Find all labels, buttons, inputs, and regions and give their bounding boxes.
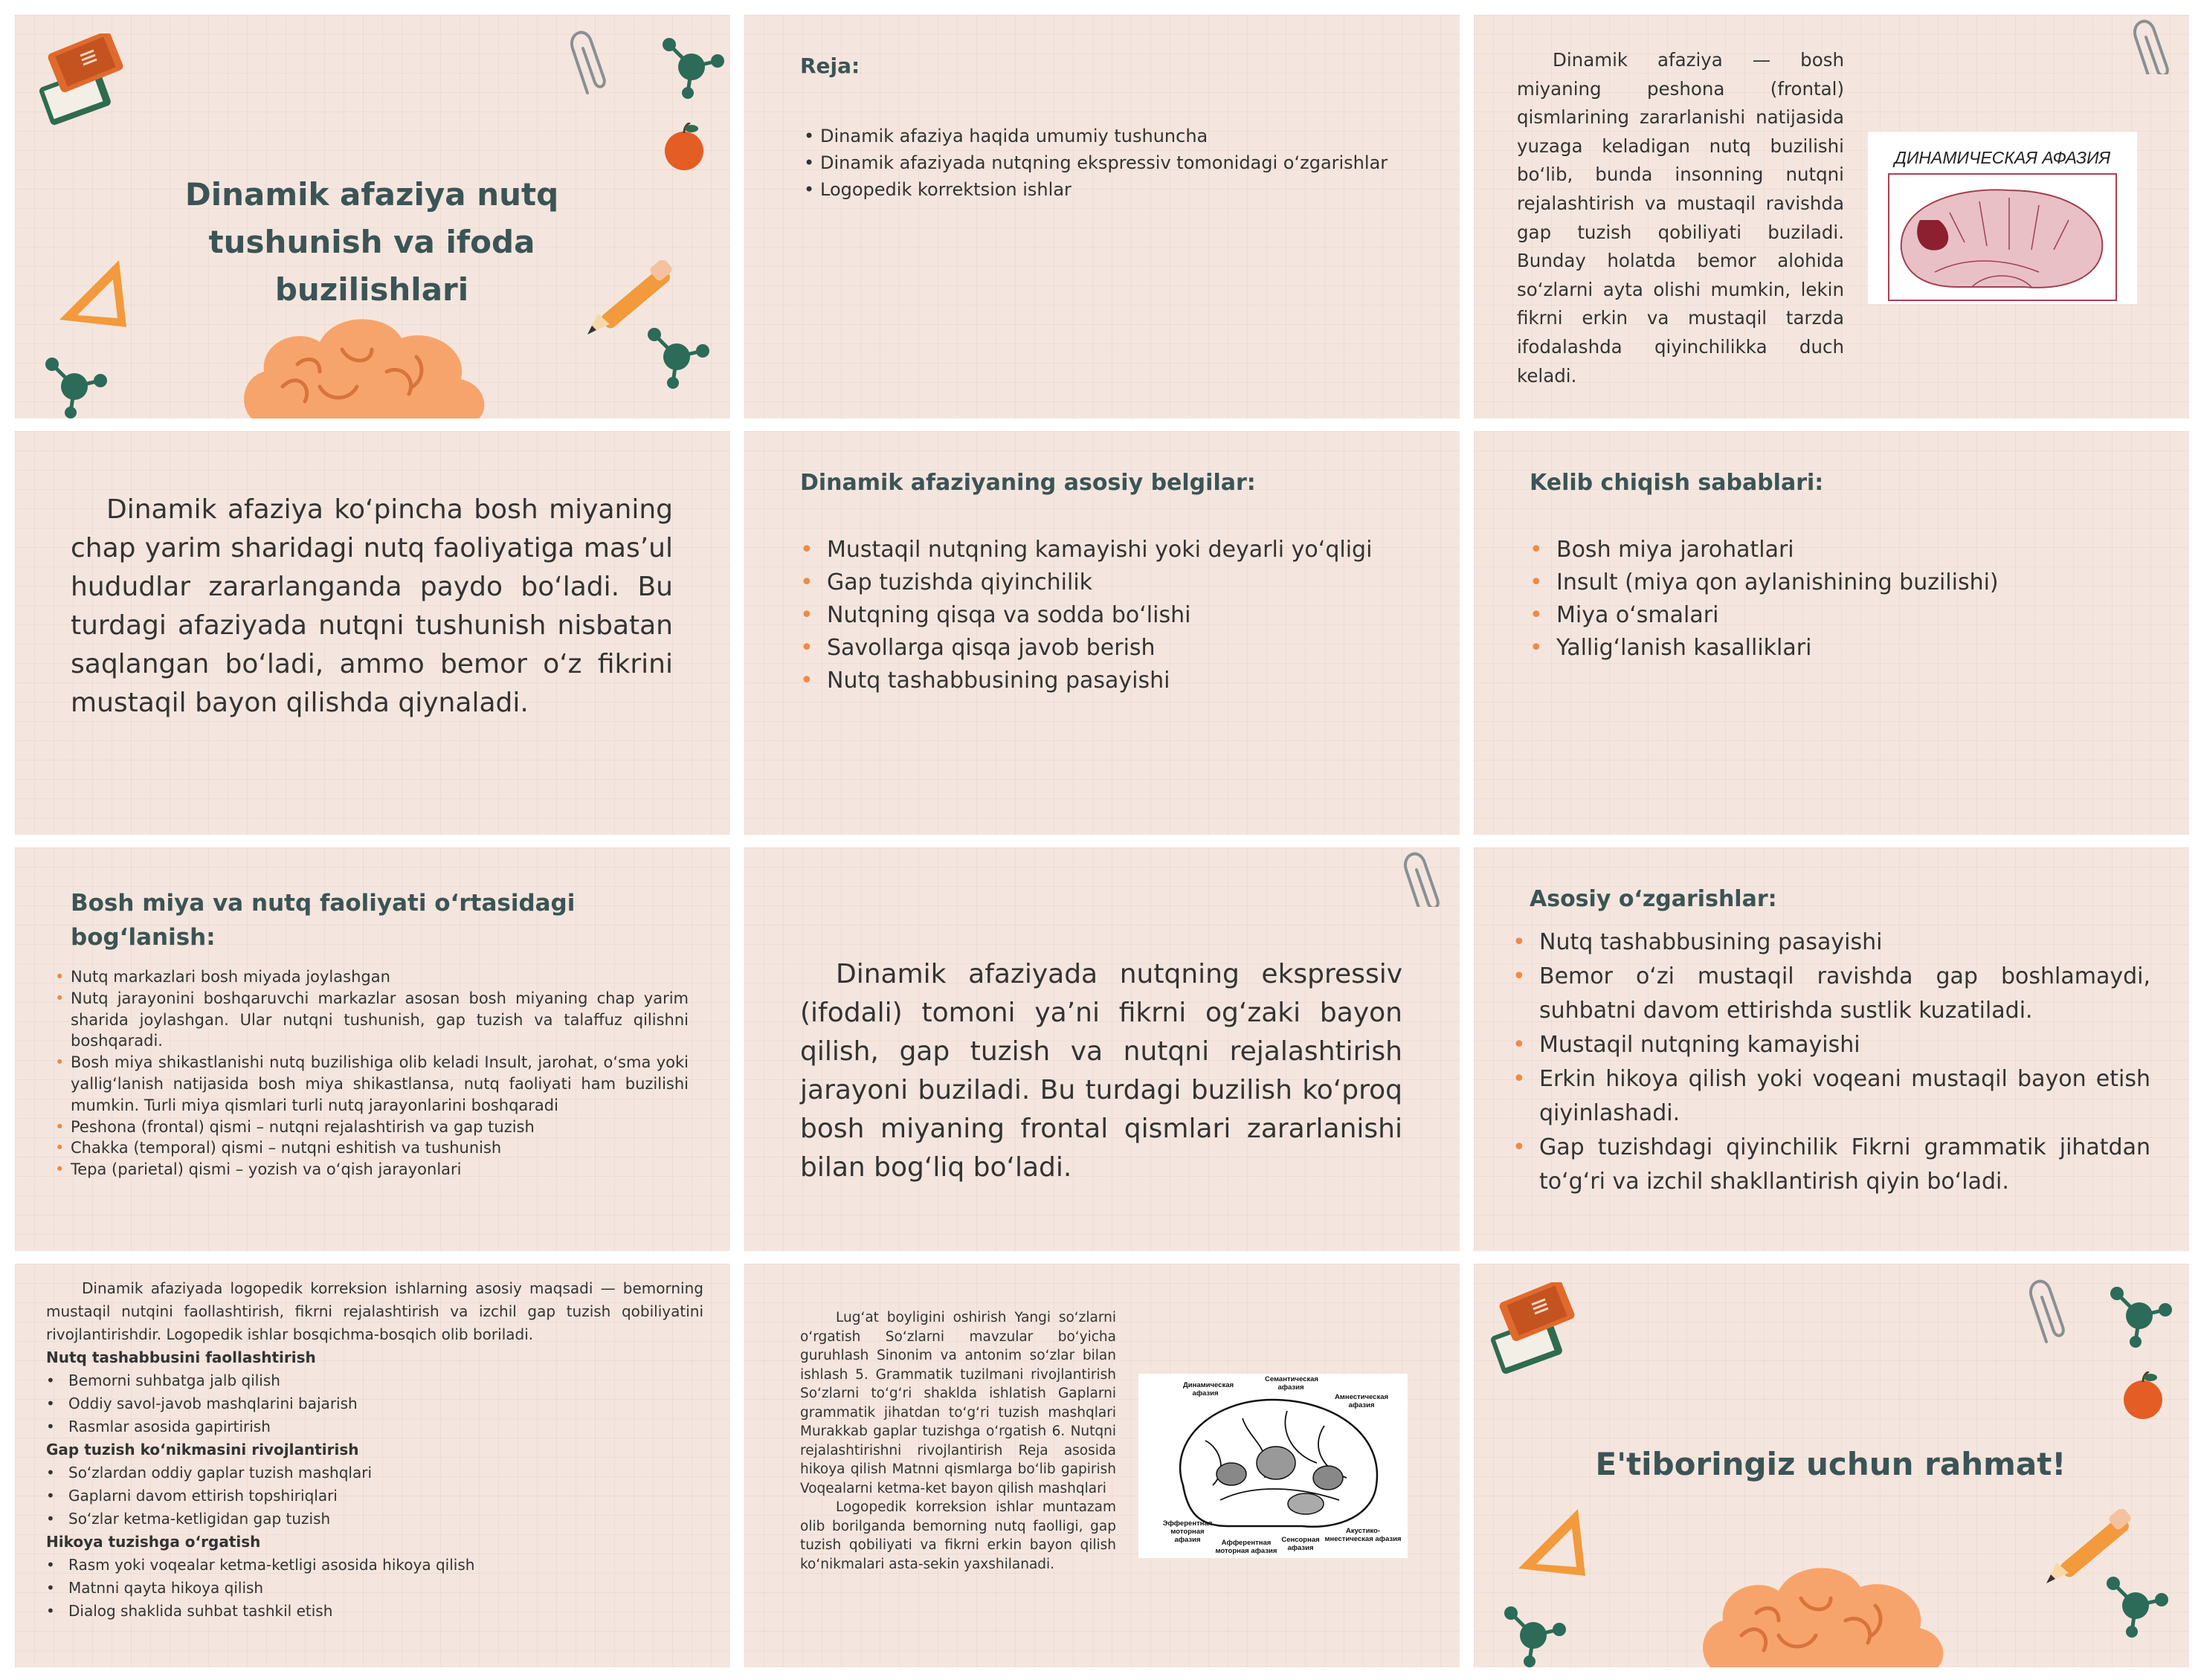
brain-speech-item: • Nutq jarayonini boshqaruvchi markazlar asosan bosh miyaning chap yarim sharida joylashgan. Ular nutqni tushunish, gap tuzish va talaffuz qilishni boshqaradi.	[55, 988, 689, 1052]
brain-illustration	[231, 297, 498, 419]
brain-diagram-icon	[1868, 168, 2137, 302]
ruler-triangle-icon	[1511, 1502, 1593, 1583]
molecule-icon	[632, 312, 721, 401]
section-item: • Rasmlar asosida gapirtirish	[46, 1415, 703, 1438]
section-item: • Oddiy savol-javob mashqlarini bajarish	[46, 1392, 703, 1415]
ruler-triangle-icon	[52, 253, 134, 335]
plan-list	[804, 123, 1428, 203]
slide-3-definition	[1474, 15, 2189, 419]
books-icon	[37, 33, 134, 130]
brain-speech-item: • Peshona (frontal) qismi – nutqni rejalashtirish va gap tuzish	[55, 1117, 689, 1138]
expressive-text: Dinamik afaziyada nutqning ekspressiv (ifodali) tomoni ya’ni fikrni og‘zaki bayon qilish, gap tuzish va nutqni rejalashtirish jarayoni buziladi. Bu turdagi buzilish ko‘proq bosh miyaning frontal qismlari zararlanishi bilan bog‘liq bo‘ladi.	[800, 959, 1402, 1183]
brain-speech-item: • Bosh miya shikastlanishi nutq buzilishiga olib keladi Insult, jarohat, o‘sma yoki yallig‘lanish natijasida bosh miya shikastlansa, nutq faoliyati ham buzilishi mumkin. Turli miya qismlari turli nutq jarayonlarini boshqaradi	[55, 1052, 689, 1116]
slide-5-signs	[744, 431, 1460, 835]
correction-sections	[46, 1346, 703, 1623]
cause-item: • Bosh miya jarohatlari	[1530, 534, 2162, 566]
slide-7-brain-speech	[15, 847, 730, 1251]
slide-8-expressive	[744, 847, 1460, 1251]
section-item: • Dialog shaklida suhbat tashkil etish	[46, 1600, 703, 1623]
correction-intro: Dinamik afaziyada logopedik korreksion ishlarning asosiy maqsadi — bemorning mustaqil nutqini faollashtirish, fikrni rejalashtirish va izchil gap tuzish qobiliyatini rivojlantirishdir. Logopedik ishlar bosqichma-bosqich olib boriladi.	[46, 1279, 703, 1343]
brain-speech-heading: Bosh miya va nutq faoliyati o‘rtasidagi bog‘lanish:	[71, 890, 576, 951]
section-item: • So‘zlar ketma-ketligidan gap tuzish	[46, 1508, 703, 1531]
sign-item: • Nutqning qisqa va sodda bo‘lishi	[800, 599, 1432, 632]
paperclip-icon	[565, 26, 617, 108]
change-item: • Mustaqil nutqning kamayishi	[1512, 1028, 2150, 1062]
sign-item: • Nutq tashabbusining pasayishi	[800, 665, 1432, 697]
change-item: • Gap tuzishdagi qiyinchilik Fikrni grammatik jihatdan to‘g‘ri va izchil shakllantirish qiyin bo‘ladi.	[1512, 1131, 2150, 1199]
cause-item: • Insult (miya qon aylanishining buzilishi)	[1530, 566, 2162, 599]
brain-speech-list	[55, 966, 689, 1180]
changes-heading: Asosiy o‘zgarishlar:	[1530, 886, 1777, 912]
molecule-icon	[30, 342, 112, 419]
section-title: Gap tuzish ko‘nikmasini rivojlantirish	[46, 1441, 359, 1458]
changes-list	[1512, 925, 2150, 1199]
section-title: Hikoya tuzishga o‘rgatish	[46, 1533, 261, 1551]
plan-item: • Logopedik korrektsion ishlar	[804, 176, 1428, 203]
brain-speech-item: • Tepa (parietal) qismi – yozish va o‘qish jarayonlari	[55, 1159, 689, 1180]
definition-text: Dinamik afaziya — bosh miyaning peshona (frontal) qismlarining zararlanishi natijasida yuzaga keladigan nutq buzilishi bo‘lib, bunda insonning nutqni rejalashtirish va mustaqil ravishda gap tuzish qobiliyati buziladi. Bunday holatda bemor alohida so‘zlarni ayta olishi mumkin, lekin fikrni erkin va mustaqil tarzda ifodalashda qiyinchilikka duch keladi.	[1517, 49, 1844, 387]
causes-list	[1530, 534, 2162, 665]
brain-speech-item: • Chakka (temporal) qismi – nutqni eshitish va tushunish	[55, 1137, 689, 1159]
books-icon	[1489, 1282, 1585, 1379]
brain-speech-item: • Nutq markazlari bosh miyada joylashgan	[55, 966, 689, 988]
apple-icon	[662, 123, 714, 175]
aphasia-diagram	[1138, 1374, 1408, 1558]
apple-icon	[2121, 1372, 2173, 1424]
slide-6-causes	[1474, 431, 2189, 835]
exercises-text	[800, 1308, 1116, 1574]
causes-heading: Kelib chiqish sabablari:	[1530, 470, 1824, 496]
plan-item: • Dinamik afaziyada nutqning ekspressiv tomonidagi o‘zgarishlar	[804, 149, 1428, 176]
signs-heading: Dinamik afaziyaning asosiy belgilar:	[800, 470, 1256, 496]
thanks-title: E'tiboringiz uchun rahmat!	[1595, 1446, 2066, 1482]
slide-2-plan	[744, 15, 1460, 419]
exercises-conclusion: Logopedik korreksion ishlar muntazam olib borilganda bemorning nutq faolligi, gap tuzish qobiliyati va fikrni erkin bayon qilish ko‘nikmalari asta-sekin yaxshilanadi.	[800, 1499, 1116, 1572]
sign-item: • Gap tuzishda qiyinchilik	[800, 566, 1432, 599]
cause-item: • Miya o‘smalari	[1530, 599, 2162, 632]
location-text: Dinamik afaziya ko‘pincha bosh miyaning chap yarim sharidagi nutq faoliyatiga mas’ul hududlar zararlanganda paydo bo‘ladi. Bu turdagi afaziyada nutqni tushunish nisbatan saqlangan bo‘ladi, ammo bemor o‘z fikrini mustaqil bayon qilishda qiynaladi.	[71, 494, 673, 718]
plan-item: • Dinamik afaziya haqida umumiy tushuncha	[804, 123, 1428, 149]
paperclip-icon	[2024, 1275, 2076, 1357]
section-title: Nutq tashabbusini faollashtirish	[46, 1348, 316, 1366]
cause-item: • Yallig‘lanish kasalliklari	[1530, 632, 2162, 665]
change-item: • Erkin hikoya qilish yoki voqeani mustaqil bayon etish qiyinlashadi.	[1512, 1062, 2150, 1131]
change-item: • Bemor o‘zi mustaqil ravishda gap boshlamaydi, suhbatni davom ettirishda sustlik kuzatiladi.	[1512, 960, 2150, 1028]
brain-figure	[1868, 132, 2137, 304]
diagram-label: Семантическая афазия	[1265, 1375, 1318, 1392]
diagram-label: Амнестическая афазия	[1334, 1393, 1389, 1409]
slide-10-correction	[15, 1264, 730, 1667]
molecule-icon	[2091, 1561, 2180, 1650]
slide-title: Dinamik afaziya nutq tushunish va ifoda buzilishlari	[184, 176, 559, 308]
change-item: • Nutq tashabbusining pasayishi	[1512, 925, 2150, 960]
diagram-label: Афферентная моторная афазия	[1215, 1539, 1277, 1555]
paperclip-icon	[1399, 847, 1451, 907]
section-item: • Bemorni suhbatga jalb qilish	[46, 1369, 703, 1392]
brain-illustration	[1689, 1546, 1957, 1667]
molecule-icon	[647, 22, 729, 104]
section-item: • Matnni qayta hikoya qilish	[46, 1577, 703, 1600]
diagram-label: Эфферентная моторная афазия	[1162, 1519, 1213, 1544]
section-item: • Gaplarni davom ettirish topshiriqlari	[46, 1484, 703, 1508]
plan-heading: Reja:	[800, 54, 860, 78]
sign-item: • Savollarga qisqa javob berish	[800, 632, 1432, 665]
exercises-paragraph: Lug‘at boyligini oshirish Yangi so‘zlarni o‘rgatish So‘zlarni mavzular bo‘yicha guruhlash Sinonim va antonim so‘zlar bilan ishlash 5. Grammatik tuzilmani rivojlantirish So‘zlarni to‘g‘ri shaklda ishlatish Gaplarni grammatik jihatdan to‘g‘ri tuzish mashqlari Murakkab gaplar tuzishga o‘rgatish 6. Nutqni rejalashtirishni rivojlantirish Reja asosida hikoya qilish Matnni qismlarga bo‘lib gapirish Voqealarni ketma-ket bayon qilish mashqlari	[800, 1310, 1116, 1496]
signs-list	[800, 534, 1432, 697]
molecule-icon	[2095, 1271, 2176, 1353]
diagram-label: Акустико-мнестическая афазия	[1324, 1527, 1402, 1543]
slide-4-location	[15, 431, 730, 835]
section-item: • Rasm yoki voqealar ketma-ketligi asosida hikoya qilish	[46, 1554, 703, 1577]
diagram-label: Сенсорная афазия	[1281, 1536, 1320, 1552]
figure-caption: ДИНАМИЧЕСКАЯ АФАЗИЯ	[1894, 148, 2111, 167]
molecule-icon	[1489, 1591, 1570, 1667]
slide-9-changes	[1474, 847, 2189, 1251]
sign-item: • Mustaqil nutqning kamayishi yoki deyarli yo‘qligi	[800, 534, 1432, 566]
slide-1-title	[15, 15, 730, 419]
paperclip-icon	[2128, 15, 2180, 74]
slide-12-thanks	[1474, 1264, 2189, 1667]
section-item: • So‘zlardan oddiy gaplar tuzish mashqlari	[46, 1461, 703, 1484]
slide-11-exercises	[744, 1264, 1460, 1667]
diagram-label: Динамическая афазия	[1183, 1381, 1234, 1398]
